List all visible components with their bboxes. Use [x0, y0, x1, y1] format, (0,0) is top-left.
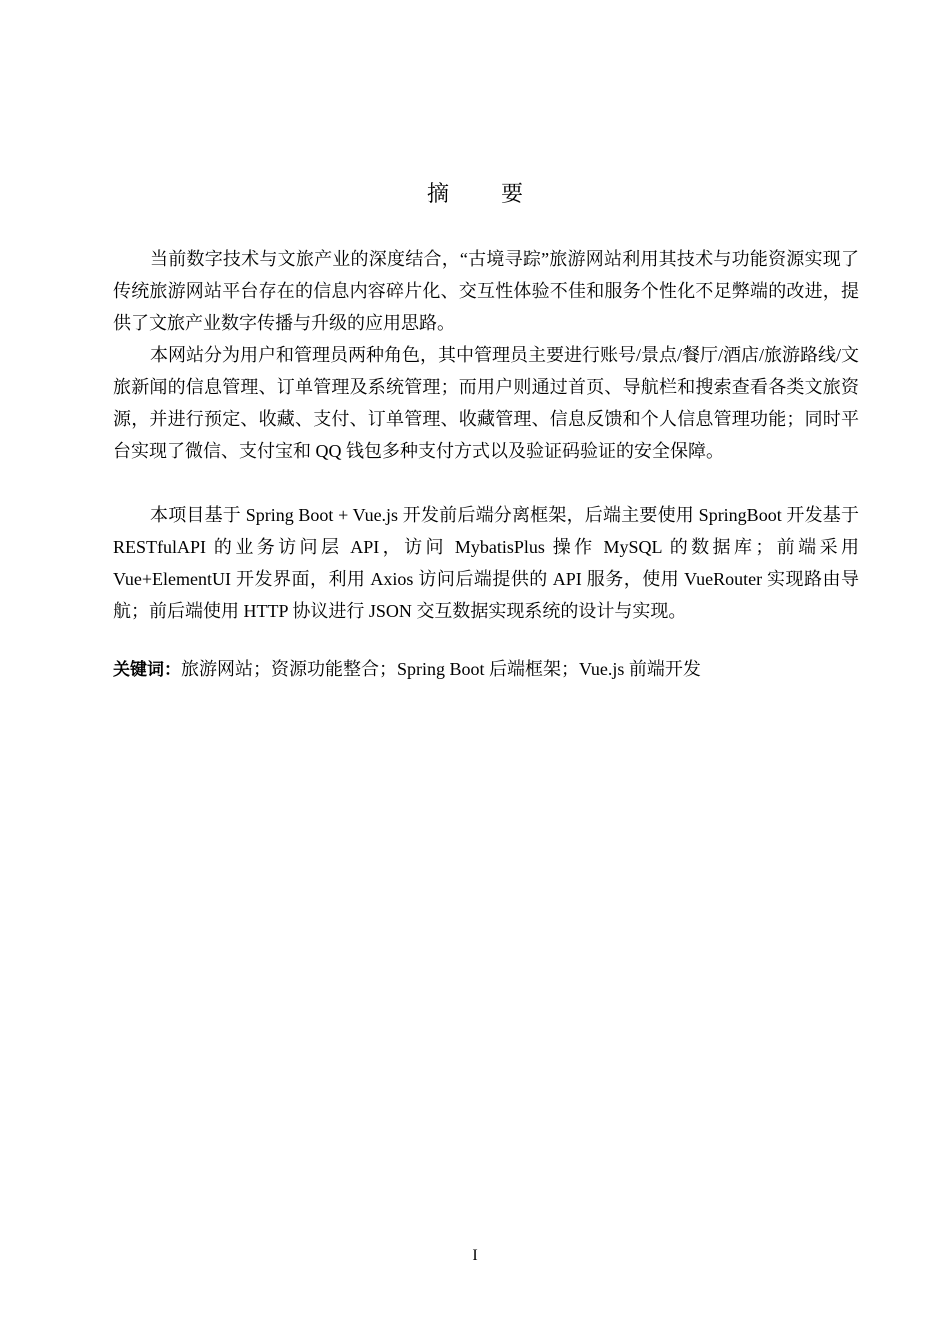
title-char-2: 要 — [501, 182, 524, 207]
abstract-paragraph-1: 当前数字技术与文旅产业的深度结合，“古境寻踪”旅游网站利用其技术与功能资源实现了传统旅游网站平台存在的信息内容碎片化、交互性体验不佳和服务个性化不足弊端的改进，提供了文旅产业数字传播与升级的应用思路。 — [113, 249, 859, 333]
abstract-paragraph-3: 本项目基于 Spring Boot + Vue.js 开发前后端分离框架，后端主要使用 SpringBoot 开发基于 RESTfulAPI 的业务访问层 API，访问 MybatisPlus 操作 MySQL 的数据库；前端采用 Vue+ElementUI 开发界面，利用 Axios 访问后端提供的 API 服务，使用 VueRouter 实现路由导航；前后端使用 HTTP 协议进行 JSON 交互数据实现系统的设计与实现。 — [113, 505, 859, 621]
keywords-text: 旅游网站；资源功能整合；Spring Boot 后端框架；Vue.js 前端开发 — [181, 659, 701, 679]
page-title — [0, 180, 950, 210]
title-char-1: 摘 — [426, 182, 449, 207]
page-number: I — [472, 1247, 478, 1264]
keywords-line — [113, 653, 701, 686]
keywords-label: 关键词： — [113, 660, 181, 680]
abstract-paragraph-2: 本网站分为用户和管理员两种角色，其中管理员主要进行账号/景点/餐厅/酒店/旅游路线/文旅新闻的信息管理、订单管理及系统管理；而用户则通过首页、导航栏和搜索查看各类文旅资源，并进行预定、收藏、支付、订单管理、收藏管理、信息反馈和个人信息管理功能；同时平台实现了微信、支付宝和 QQ 钱包多种支付方式以及验证码验证的安全保障。 — [113, 345, 860, 461]
